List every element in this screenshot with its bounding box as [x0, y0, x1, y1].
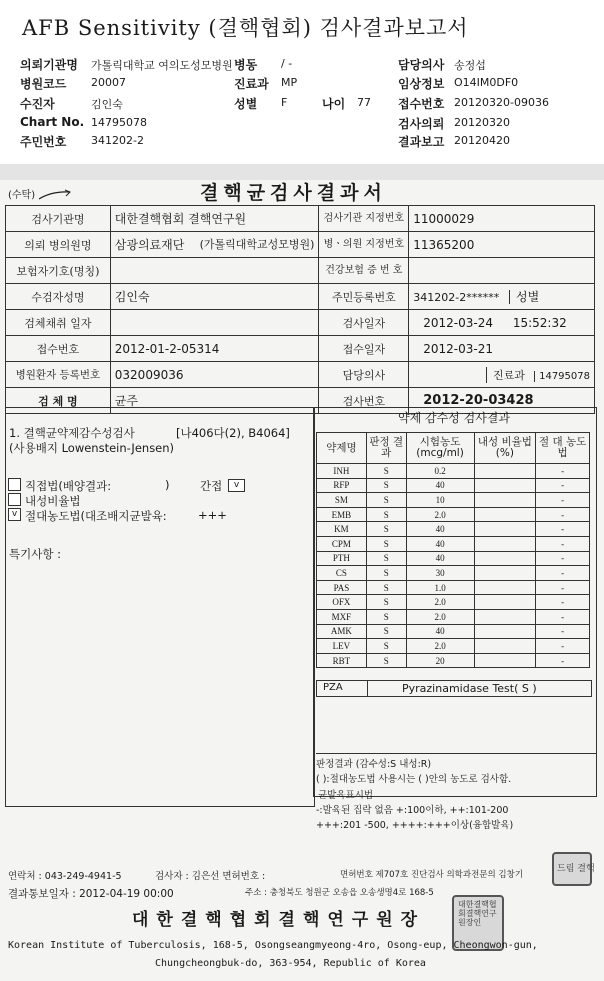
resistance-method-checkbox: [8, 493, 21, 506]
age-label: 나이: [322, 97, 346, 111]
footer-notice-date: 결과통보일자 : 2012-04-19 00:00: [8, 888, 174, 900]
lab-name-value: 대한결핵협회 결핵연구원: [110, 206, 319, 232]
drug-result: S: [366, 478, 406, 493]
drug-ratio: [474, 595, 536, 610]
drug-name: PTH: [317, 551, 367, 566]
drug-ratio: [474, 566, 536, 581]
drug-header-result: 판정 결과: [366, 433, 406, 464]
req-hosp-label: 의뢰 병의원명: [6, 232, 111, 258]
direct-method-label: 직접법(배양결과:: [25, 479, 112, 493]
patient-reg-value: 032009036: [110, 362, 319, 388]
drug-result: S: [366, 595, 406, 610]
hosp-no-label: 병ㆍ의원 지정번호: [319, 232, 409, 258]
drug-row: [317, 478, 590, 493]
drug-ratio: [474, 639, 536, 654]
drug-result: S: [366, 580, 406, 595]
drug-concentration: 40: [406, 478, 474, 493]
test-code: [나406다(2), B4064]: [176, 426, 290, 440]
req-org-label: 의뢰기관명: [20, 58, 78, 72]
patient-value: 김인숙: [91, 98, 123, 111]
sex-label: 성별: [234, 97, 258, 111]
drug-absolute: -: [536, 624, 590, 639]
drug-sensitivity-table: [316, 432, 590, 668]
doc-receipt-label: 접수번호: [6, 336, 111, 362]
drug-concentration: 30: [406, 566, 474, 581]
drug-concentration: 0.2: [406, 464, 474, 479]
pen-stroke-mark: [38, 189, 72, 201]
drug-name: EMB: [317, 507, 367, 522]
req-org-value: 가톨릭대학교 여의도성모병원: [91, 59, 233, 72]
drug-row: [317, 595, 590, 610]
table-row: [6, 284, 595, 310]
drug-name: RBT: [317, 653, 367, 668]
receipt-value: 20120320-09036: [454, 96, 549, 109]
lab-no-value: 11000029: [409, 206, 595, 232]
doc-dept-label: 진료과: [486, 367, 531, 383]
drug-result: S: [366, 624, 406, 639]
document-title: 결핵균검사결과서: [200, 182, 387, 204]
drug-name: OFX: [317, 595, 367, 610]
drug-concentration: 10: [406, 493, 474, 508]
direct-method-checkbox: [8, 478, 21, 491]
drug-absolute: -: [536, 566, 590, 581]
drug-table-title: 약제 감수성 검사결과: [398, 411, 510, 425]
hosp-no-value: 11365200: [409, 232, 595, 258]
pza-value: Pyrazinamidase Test( S ): [402, 682, 537, 695]
test-date-label: 검사일자: [319, 310, 409, 336]
drug-result: S: [366, 536, 406, 551]
footer-institution: 대한결핵협회결핵연구원장: [132, 910, 426, 930]
drug-result: S: [366, 522, 406, 537]
patient-info-table: [5, 205, 595, 414]
test-no-label: 검사번호: [319, 388, 409, 414]
drug-row: [317, 493, 590, 508]
doc-receipt-value: 2012-01-2-05314: [110, 336, 319, 362]
patient-label: 수진자: [20, 97, 55, 111]
clinical-label: 임상정보: [398, 77, 445, 91]
drug-header-name: 약제명: [317, 433, 367, 464]
rrn-value: 341202-2******: [413, 291, 500, 304]
specimen-label: 검 체 명: [6, 388, 111, 414]
pza-divider: [367, 681, 368, 696]
drug-absolute: -: [536, 609, 590, 624]
drug-row: [317, 609, 590, 624]
drug-name: SM: [317, 493, 367, 508]
drug-result: S: [366, 639, 406, 654]
drug-name: CPM: [317, 536, 367, 551]
drug-concentration: 2.0: [406, 639, 474, 654]
doc-dept-value: 14795078: [534, 371, 590, 382]
footer-address-kr: 주소 : 충청북도 청원군 오송읍 오송생명4로 168-5: [245, 888, 434, 898]
drug-name: KM: [317, 522, 367, 537]
drug-result: S: [366, 507, 406, 522]
specimen-value: 균주: [110, 388, 319, 414]
drug-absolute: -: [536, 522, 590, 537]
ward-label: 병동: [234, 58, 258, 72]
indirect-method-checkbox: v: [228, 479, 245, 492]
drug-ratio: [474, 478, 536, 493]
drug-name: CS: [317, 566, 367, 581]
drug-row: [317, 551, 590, 566]
report-date-label: 결과보고: [398, 135, 445, 149]
drug-concentration: 40: [406, 522, 474, 537]
table-row: [6, 206, 595, 232]
collect-date-label: 검체채취 일자: [6, 310, 111, 336]
drug-name: RFP: [317, 478, 367, 493]
drug-ratio: [474, 522, 536, 537]
doc-doctor-label: 담당의사: [319, 362, 409, 388]
drug-ratio: [474, 653, 536, 668]
footer-address-en-1: Korean Institute of Tuberculosis, 168-5, Osongseangmyeong-4ro, Osong-eup, Cheongwon-gun,: [8, 940, 538, 951]
lab-no-label: 검사기관 지정번호: [319, 206, 409, 232]
health-no-label: 건강보험 증 번 호: [319, 258, 409, 284]
legend-line-1: 판정결과 (감수성:S 내성:R): [316, 759, 432, 770]
doctor-value: 송정섭: [454, 59, 486, 72]
patient-reg-label: 병원환자 등록번호: [6, 362, 111, 388]
footer-contact: 연락처 : 043-249-4941-5: [8, 871, 122, 882]
drug-ratio: [474, 551, 536, 566]
lab-name-label: 검사기관명: [6, 206, 111, 232]
recv-date-cell: [409, 336, 595, 362]
req-date-label: 검사의뢰: [398, 117, 445, 131]
drug-row: [317, 522, 590, 537]
test-date-value: 2012-03-24: [423, 315, 493, 330]
test-no-value: 2012-20-03428: [423, 393, 534, 408]
drug-ratio: [474, 609, 536, 624]
name-value: 김인숙: [110, 284, 319, 310]
table-row: [6, 310, 595, 336]
drug-row: [317, 639, 590, 654]
legend-line-3: 균발육표시법: [318, 790, 374, 801]
small-seal-text: 드림 결핵: [557, 864, 595, 874]
drug-header-absolute: 절 대 농도법: [536, 433, 590, 464]
name-label: 수검자성명: [6, 284, 111, 310]
drug-concentration: 2.0: [406, 595, 474, 610]
doc-dept-cell: [409, 362, 595, 388]
report-date-value: 20120420: [454, 134, 510, 147]
legend-divider: [316, 753, 596, 754]
report-title: AFB Sensitivity (결핵협회) 검사결과보고서: [22, 16, 469, 40]
footer-address-en-2: Chungcheongbuk-do, 363-954, Republic of Korea: [155, 958, 426, 969]
drug-name: AMK: [317, 624, 367, 639]
drug-table-header-row: [317, 433, 590, 464]
table-row: [6, 336, 595, 362]
drug-absolute: -: [536, 595, 590, 610]
footer-inspector: 검사자 : 김은선 면허번호 :: [155, 871, 266, 882]
special-notes-label: 특기사항 :: [9, 547, 61, 561]
drug-absolute: -: [536, 536, 590, 551]
test-date-cell: [409, 310, 595, 336]
drug-ratio: [474, 580, 536, 595]
age-value: 77: [357, 96, 371, 109]
drug-concentration: 40: [406, 551, 474, 566]
doc-sex-label: 성별: [509, 290, 539, 304]
drug-ratio: [474, 507, 536, 522]
drug-concentration: 2.0: [406, 609, 474, 624]
rrn-cell: [409, 284, 595, 310]
pza-label: PZA: [323, 682, 343, 693]
drug-absolute: -: [536, 639, 590, 654]
drug-ratio: [474, 464, 536, 479]
drug-header-concentration: 시험농도 (mcg/ml): [406, 433, 474, 464]
drug-result: S: [366, 551, 406, 566]
absolute-method-label: 절대농도법(대조배지균발육:: [25, 509, 167, 523]
drug-absolute: -: [536, 493, 590, 508]
table-row: [6, 258, 595, 284]
req-hosp-value: 삼광의료재단: [114, 238, 185, 252]
drug-result: S: [366, 566, 406, 581]
chart-no-label: Chart No.: [20, 115, 85, 129]
table-row: [6, 232, 595, 258]
drug-name: MXF: [317, 609, 367, 624]
drug-row: [317, 580, 590, 595]
test-name: 1. 결핵균약제감수성검사: [9, 426, 135, 440]
drug-table-body: [317, 464, 590, 668]
drug-row: [317, 653, 590, 668]
req-hosp-note: (가톨릭대학교성모병원): [199, 238, 315, 251]
drug-name: LEV: [317, 639, 367, 654]
insurer-value: [110, 258, 319, 284]
table-row: [6, 362, 595, 388]
absolute-method-value: +++: [198, 508, 227, 522]
official-seal-text: 대한결핵협회결핵연구원장인: [458, 900, 497, 927]
drug-row: [317, 536, 590, 551]
drug-absolute: -: [536, 580, 590, 595]
drug-concentration: 40: [406, 536, 474, 551]
drug-result: S: [366, 653, 406, 668]
drug-row: [317, 624, 590, 639]
req-hosp-cell: [110, 232, 319, 258]
id-label: 주민번호: [20, 135, 67, 149]
drug-concentration: 20: [406, 653, 474, 668]
chart-no-value: 14795078: [91, 116, 147, 129]
drug-concentration: 40: [406, 624, 474, 639]
drug-header-ratio: 내성 비율법(%): [474, 433, 536, 464]
ward-value: / -: [281, 57, 293, 70]
direct-method-close: ): [165, 478, 170, 492]
req-date-value: 20120320: [454, 116, 510, 129]
dept-label: 진료과: [234, 77, 269, 91]
small-seal: [552, 852, 595, 886]
insurer-label: 보험자기호(명칭): [6, 258, 111, 284]
recv-date-label: 접수일자: [319, 336, 409, 362]
drug-concentration: 1.0: [406, 580, 474, 595]
consignment-tag: (수탁): [8, 190, 36, 201]
drug-name: INH: [317, 464, 367, 479]
drug-absolute: -: [536, 551, 590, 566]
drug-result: S: [366, 464, 406, 479]
resistance-method-label: 내성비율법: [25, 494, 81, 508]
drug-ratio: [474, 536, 536, 551]
drug-absolute: -: [536, 464, 590, 479]
drug-ratio: [474, 624, 536, 639]
drug-concentration: 2.0: [406, 507, 474, 522]
legend-line-4: -:발육된 집락 없음 +:100이하, ++:101-200: [316, 805, 509, 816]
drug-row: [317, 566, 590, 581]
recv-date-value: 2012-03-21: [423, 341, 493, 356]
sex-value: F: [281, 96, 288, 109]
drug-result: S: [366, 493, 406, 508]
drug-row: [317, 464, 590, 479]
test-method-panel: [5, 407, 315, 807]
drug-result: S: [366, 609, 406, 624]
pza-row: [316, 680, 592, 697]
receipt-label: 접수번호: [398, 97, 445, 111]
dept-value: MP: [281, 76, 298, 89]
footer-license: 면허번호 제707호 진단검사 의학과전문의 김창기: [340, 870, 524, 880]
legend-line-2: ( ):절대농도법 사용시는 ( )안의 농도로 검사함.: [316, 774, 512, 785]
absolute-method-checkbox: v: [8, 508, 21, 521]
id-value: 341202-2: [91, 134, 144, 147]
clinical-value: O14IM0DF0: [454, 76, 519, 89]
drug-ratio: [474, 493, 536, 508]
test-time-value: 15:52:32: [512, 315, 567, 330]
health-no-value: [409, 258, 595, 284]
medium-note: (사용배지 Lowenstein-Jensen): [9, 441, 175, 455]
legend-line-5: +++:201 -500, ++++:+++이상(융합발육): [316, 820, 514, 831]
doctor-label: 담당의사: [398, 58, 445, 72]
hosp-code-value: 20007: [91, 76, 126, 89]
drug-absolute: -: [536, 478, 590, 493]
drug-absolute: -: [536, 653, 590, 668]
collect-date-value: [110, 310, 319, 336]
indirect-method-label: 간접: [200, 479, 223, 493]
drug-absolute: -: [536, 507, 590, 522]
hosp-code-label: 병원코드: [20, 77, 67, 91]
drug-row: [317, 507, 590, 522]
drug-name: PAS: [317, 580, 367, 595]
rrn-label: 주민등록번호: [319, 284, 409, 310]
